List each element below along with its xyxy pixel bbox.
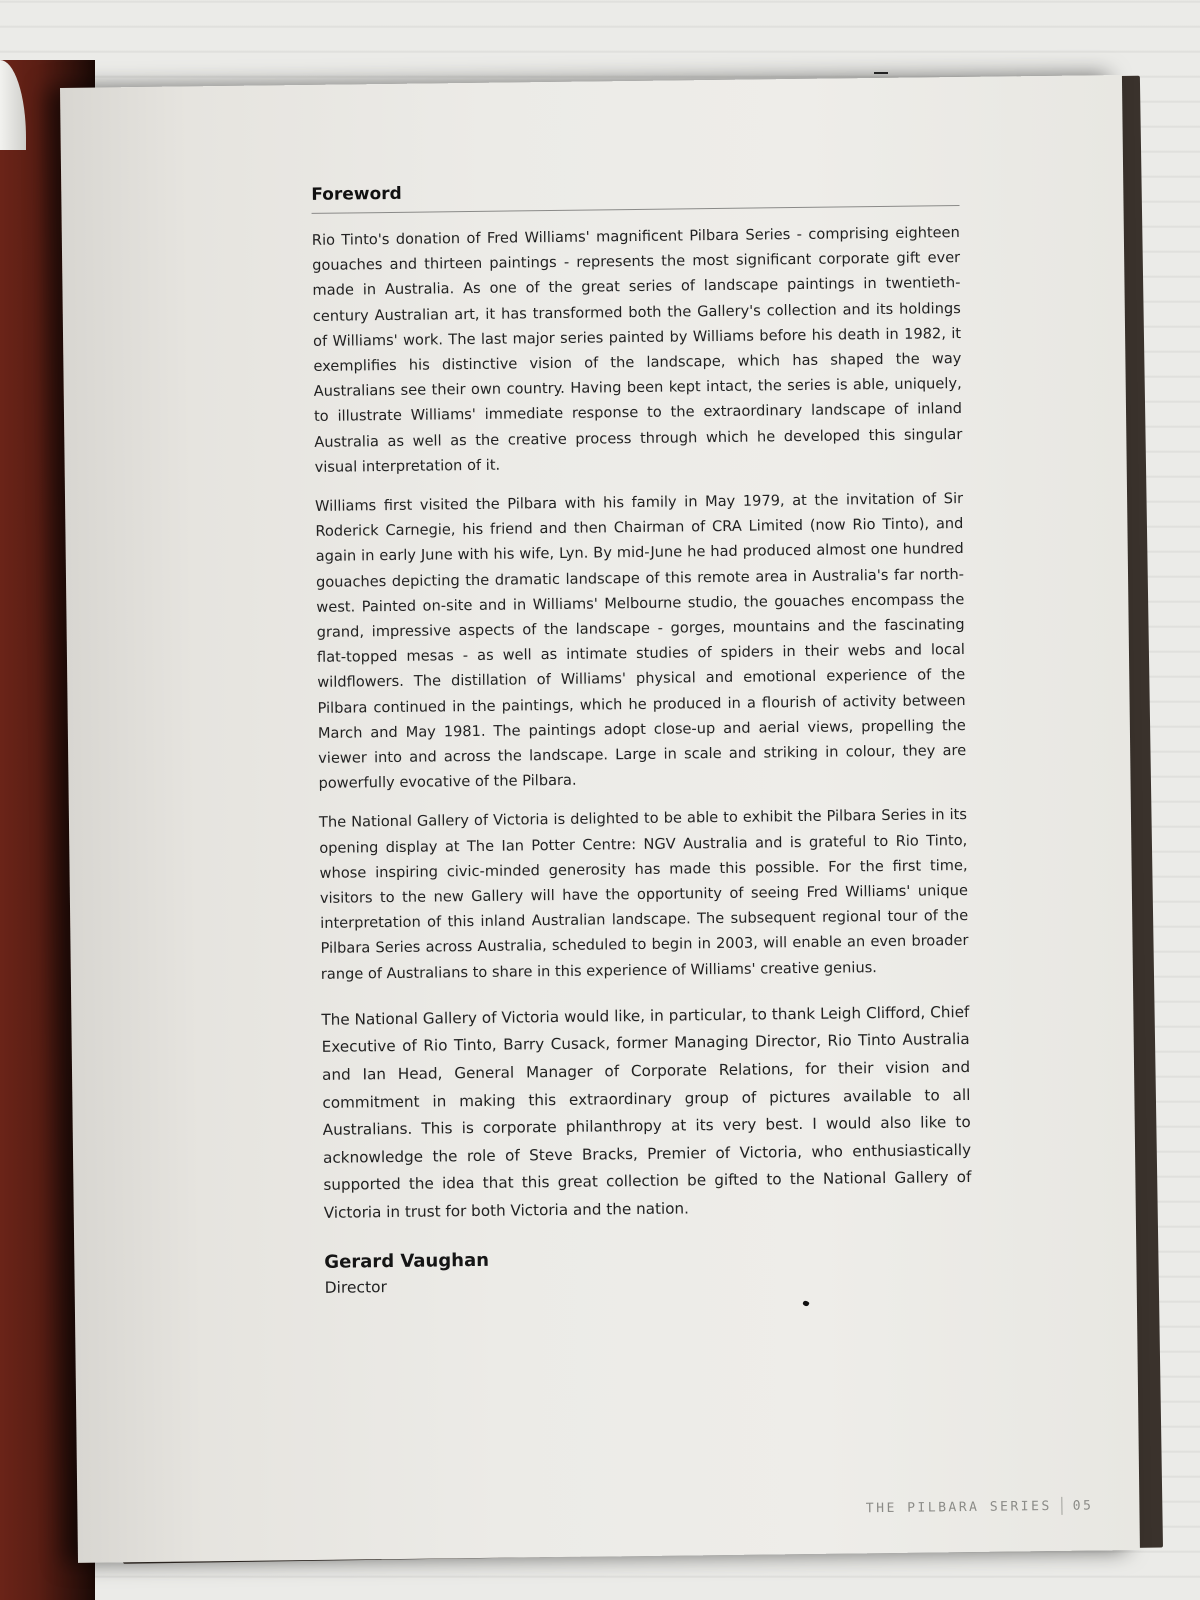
paragraph-4: The National Gallery of Victoria would like, in particular, to thank Leigh Clifford, Chief Executive of Rio Tinto, Barry Cusack, former Managing Director, Rio Tinto Australia and Ian Head, General Manager of Corporate Relations, for their vision and commitment in making this extraordinary group of pictures available to all Australians. This is corporate philanthropy at its very best. I would also like to acknowledge the role of Steve Bracks, Premier of Victoria, who enthusiastically supported the idea that this great collection be gifted to the National Gallery of Victoria in trust for both Victoria and the nation.: [321, 1002, 972, 1222]
paragraph-1: Rio Tinto's donation of Fred Williams' magnificent Pilbara Series - comprising eighteen gouaches and thirteen paintings - represents the most significant corporate gift ever made in Australia. As one of the great series of landscape paintings in twentieth-century Australian art, it has transformed both the Gallery's collection and its holdings of Williams' work. The last major series painted by Williams before his death in 1982, it exemplifies his distinctive vision of the landscape, which has shaped the way Australians see their own country. Having been kept intact, the series is able, uniquely, to illustrate Williams' immediate response to the extraordinary landscape of inland Australia as well as the creative process through which he developed this singular visual interpretation of it.: [311, 224, 963, 476]
paragraph-2: Williams first visited the Pilbara with his family in May 1979, at the invitation of Sir Roderick Carnegie, his friend and then Chairman of CRA Limited (now Rio Tinto), and again in early June with his wife, Lyn. By mid-June he had produced almost one hundred gouaches depicting the dramatic landscape of this remote area in Australia's far north-west. Painted on-site and in Williams' Melbourne studio, the gouaches encompass the grand, impressive aspects of the landscape - gorges, mountains and the fascinating flat-topped mesas - as well as intimate studies of spiders in their webs and local wildflowers. The distillation of Williams' physical and emotional experience of the Pilbara continued in the paintings, which he produced in a flourish of activity between March and May 1981. The paintings adopt close-up and aerial views, propelling the viewer into and across the landscape. Large in scale and striking in colour, they are powerfully evocative of the Pilbara.: [315, 490, 967, 793]
page-footer: [866, 1496, 1094, 1517]
page-content: [311, 177, 973, 1296]
footer-series-title: THE PILBARA SERIES: [865, 1498, 1052, 1516]
paragraph-3: The National Gallery of Victoria is delighted to be able to exhibit the Pilbara Series in its opening display at The Ian Potter Centre: NGV Australia and is grateful to Rio Tinto, whose inspiring civic-minded generosity has made this possible. For the first time, visitors to the new Gallery will have the opportunity of seeing Fred Williams' unique interpretation of this inland Australian landscape. The subsequent regional tour of the Pilbara Series across Australia, scheduled to begin in 2003, will enable an even broader range of Australians to share in this experience of Williams' creative genius.: [318, 806, 969, 983]
signature-name: Gerard Vaughan: [324, 1249, 490, 1273]
page-number: 05: [1072, 1497, 1094, 1514]
heading-rule: [312, 205, 960, 214]
page-heading: Foreword: [311, 183, 402, 205]
ink-speck: [802, 1300, 810, 1307]
book-page: [60, 75, 1140, 1563]
signature-title: Director: [324, 1277, 388, 1297]
table-mark: [874, 72, 888, 74]
footer-divider: [1062, 1497, 1063, 1515]
